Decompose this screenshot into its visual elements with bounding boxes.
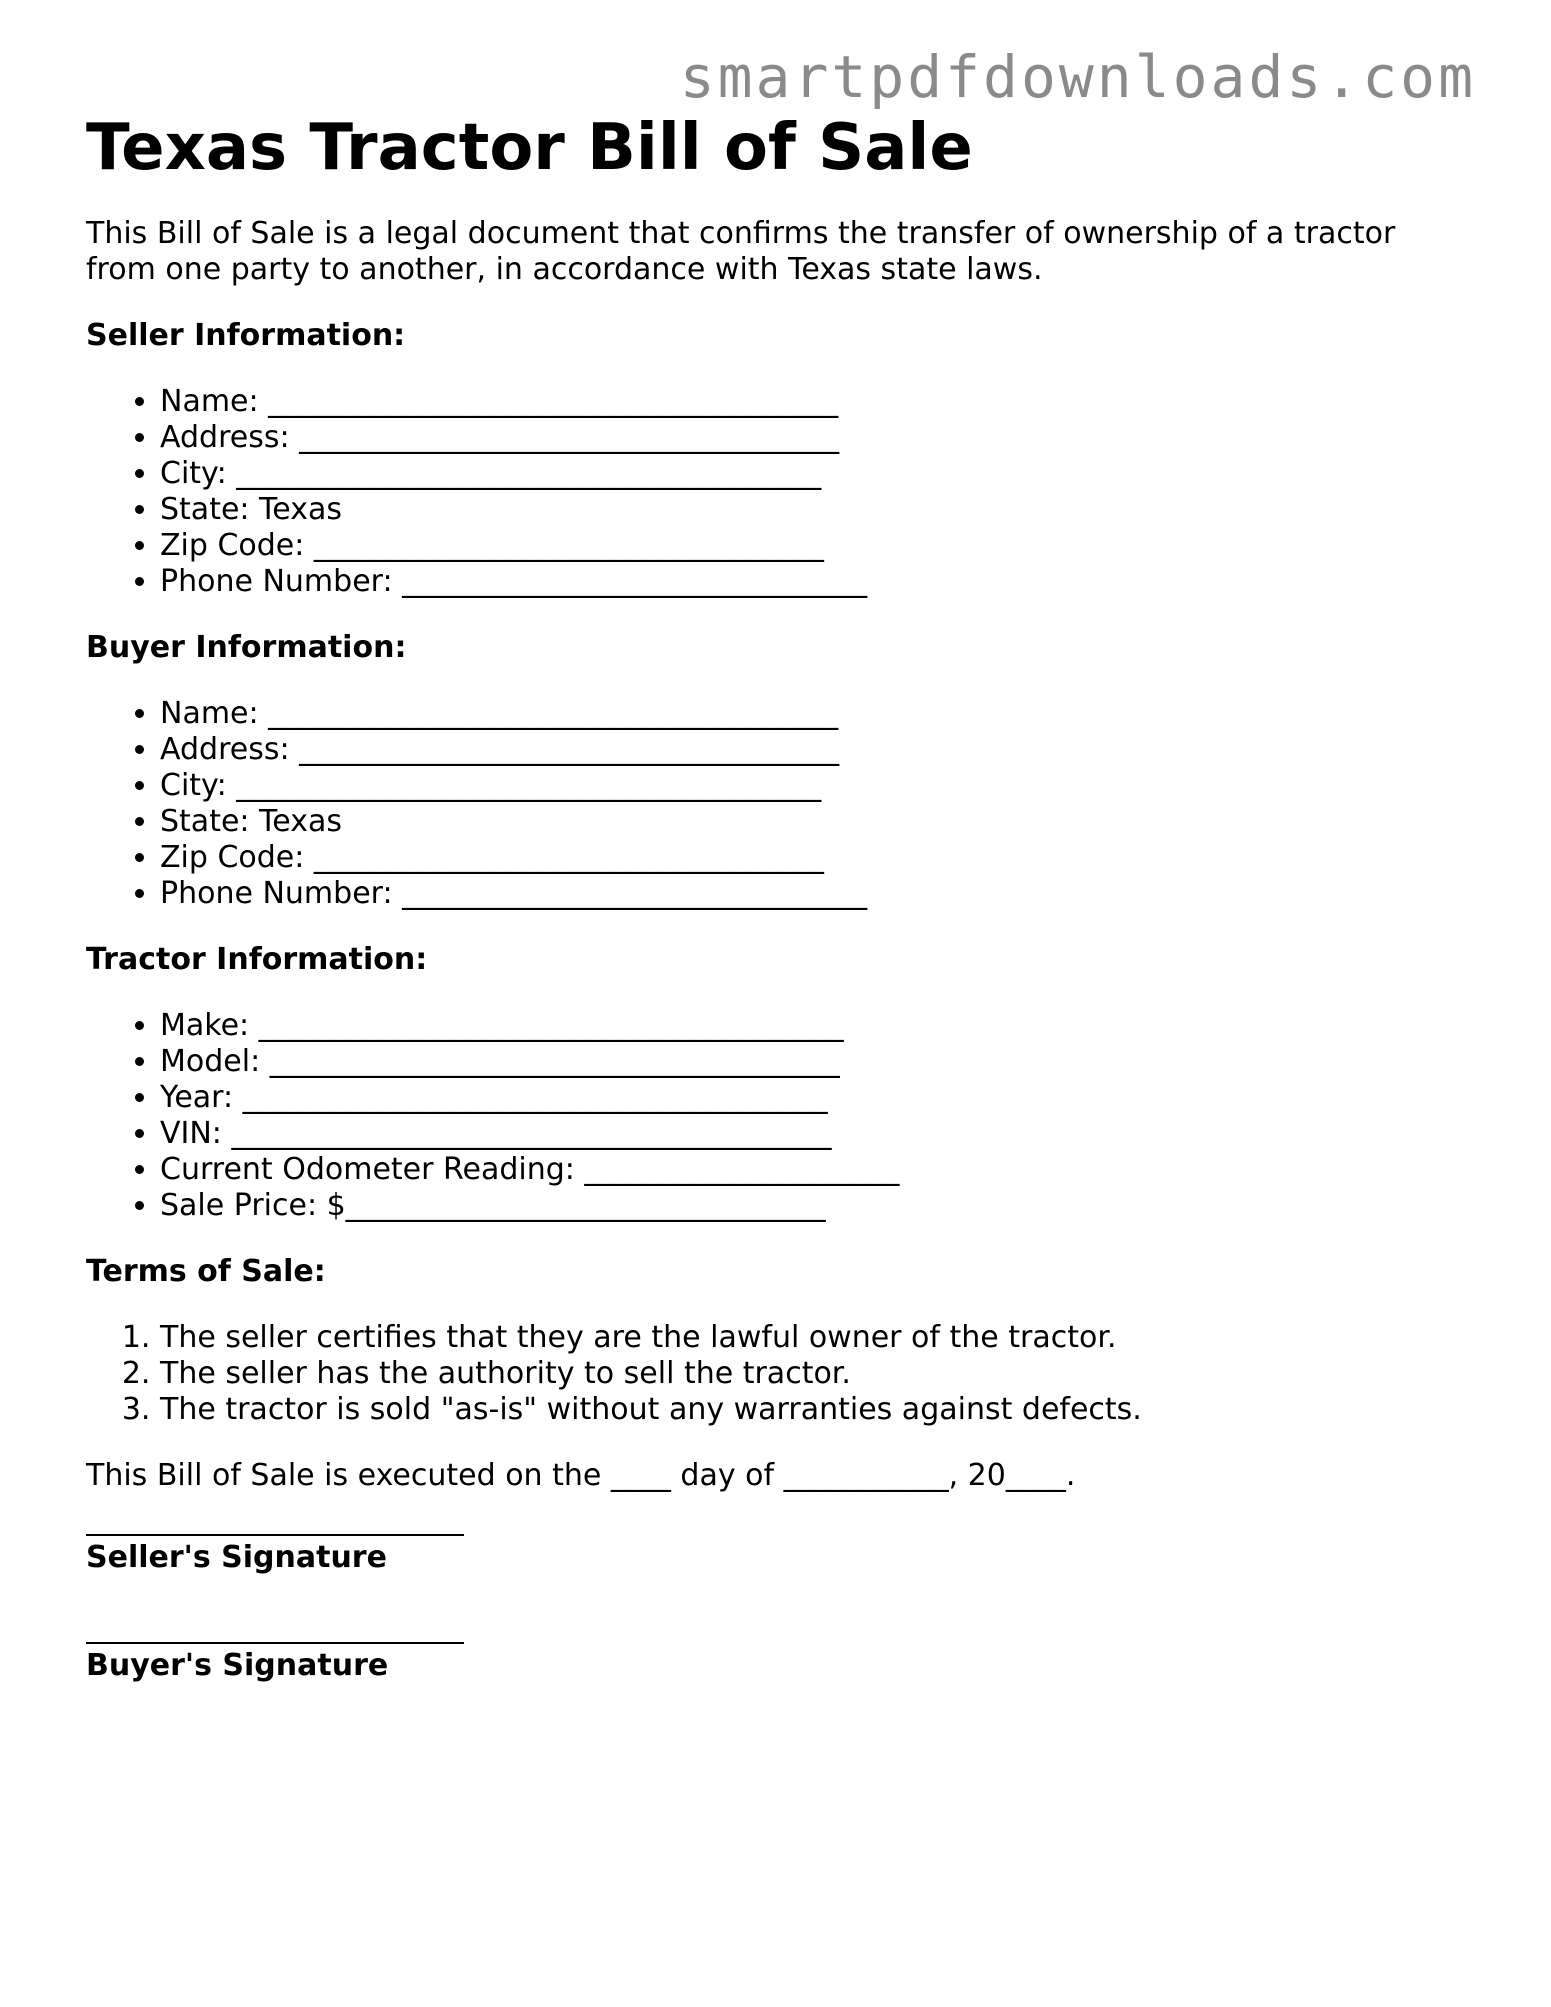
watermark: smartpdfdownloads.com (679, 43, 1476, 111)
seller-signature-label: Seller's Signature (86, 1540, 387, 1575)
terms-section-heading: Terms of Sale: (86, 1254, 326, 1289)
terms-list (86, 1320, 1486, 1428)
buyer-signature-block (86, 1640, 1486, 1684)
seller-section-heading: Seller Information: (86, 318, 406, 353)
tractor-odometer-field[interactable]: • Current Odometer Reading: _____________________ (160, 1152, 1486, 1188)
tractor-section-heading: Tractor Information: (86, 942, 428, 977)
intro-paragraph: This Bill of Sale is a legal document that confirms the transfer of ownership of a tractor from one party to another, in accordance with Texas state laws. (86, 216, 1396, 287)
terms-item: 2. The seller has the authority to sell the tractor. (160, 1356, 1486, 1392)
buyer-name-field[interactable]: • Name: ______________________________________ (160, 696, 1486, 732)
tractor-model-field[interactable]: • Model: ______________________________________ (160, 1044, 1486, 1080)
tractor-price-field[interactable]: • Sale Price: $________________________________ (160, 1188, 1486, 1224)
buyer-section-heading: Buyer Information: (86, 630, 407, 665)
tractor-vin-field[interactable]: • VIN: ________________________________________ (160, 1116, 1486, 1152)
seller-zip-field[interactable]: • Zip Code: __________________________________ (160, 528, 1486, 564)
tractor-info-list (86, 1008, 1486, 1224)
execution-date-line[interactable]: This Bill of Sale is executed on the ____ day of ___________, 20____. (86, 1458, 1076, 1493)
seller-signature-line[interactable] (86, 1532, 464, 1536)
buyer-info-list (86, 696, 1486, 912)
document-page (86, 108, 1486, 1684)
tractor-year-field[interactable]: • Year: _______________________________________ (160, 1080, 1486, 1116)
seller-signature-block (86, 1532, 1486, 1576)
tractor-make-field[interactable]: • Make: _______________________________________ (160, 1008, 1486, 1044)
seller-name-field[interactable]: • Name: ______________________________________ (160, 384, 1486, 420)
buyer-state-field: • State: Texas (160, 804, 1486, 840)
terms-item: 1. The seller certifies that they are the lawful owner of the tractor. (160, 1320, 1486, 1356)
buyer-phone-field[interactable]: • Phone Number: _______________________________ (160, 876, 1486, 912)
seller-info-list (86, 384, 1486, 600)
seller-address-field[interactable]: • Address: ____________________________________ (160, 420, 1486, 456)
seller-city-field[interactable]: • City: _______________________________________ (160, 456, 1486, 492)
buyer-city-field[interactable]: • City: _______________________________________ (160, 768, 1486, 804)
seller-phone-field[interactable]: • Phone Number: _______________________________ (160, 564, 1486, 600)
buyer-signature-label: Buyer's Signature (86, 1648, 389, 1683)
buyer-zip-field[interactable]: • Zip Code: __________________________________ (160, 840, 1486, 876)
buyer-address-field[interactable]: • Address: ____________________________________ (160, 732, 1486, 768)
page-title: Texas Tractor Bill of Sale (86, 111, 973, 185)
seller-state-field: • State: Texas (160, 492, 1486, 528)
buyer-signature-line[interactable] (86, 1640, 464, 1644)
terms-item: 3. The tractor is sold "as-is" without any warranties against defects. (160, 1392, 1486, 1428)
